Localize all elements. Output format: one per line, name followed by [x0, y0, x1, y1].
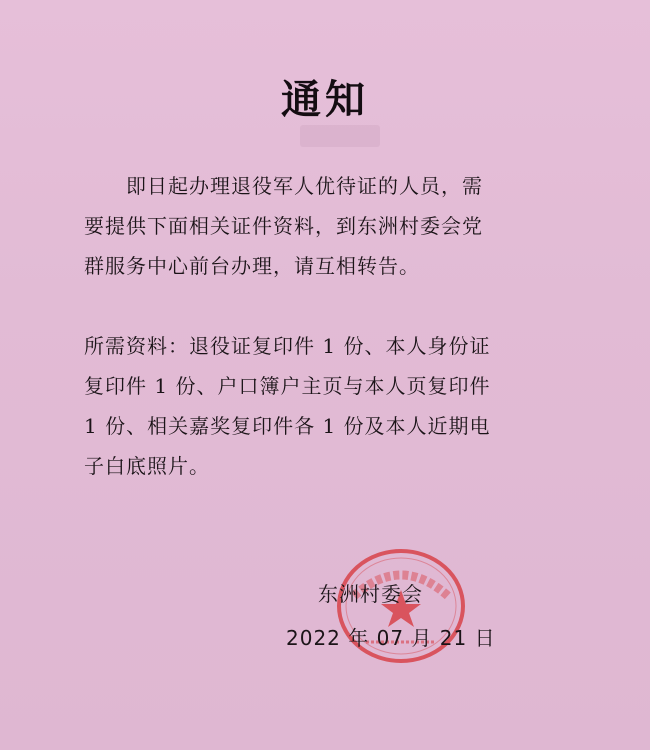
notice-paragraph-2: [84, 326, 584, 486]
paper-smudge: [300, 125, 380, 147]
paragraph-2-line: 子白底照片。: [84, 454, 210, 478]
paragraph-1-line: 即日起办理退役军人优待证的人员，需: [126, 174, 483, 198]
notice-date: 2022 年 07 月 21 日: [286, 626, 496, 650]
paragraph-1-line: 群服务中心前台办理，请互相转告。: [84, 254, 420, 278]
paragraph-1-line: 要提供下面相关证件资料，到东洲村委会党: [84, 214, 483, 238]
issuer-signature: 东洲村委会: [318, 582, 423, 606]
notice-title: 通知: [281, 77, 369, 123]
paragraph-2-line: 复印件 1 份、户口簿户主页与本人页复印件: [84, 374, 491, 398]
paragraph-2-line: 1 份、相关嘉奖复印件各 1 份及本人近期电: [84, 414, 491, 438]
notice-paragraph-1: [84, 166, 584, 286]
paragraph-2-line: 所需资料：退役证复印件 1 份、本人身份证: [84, 334, 491, 358]
